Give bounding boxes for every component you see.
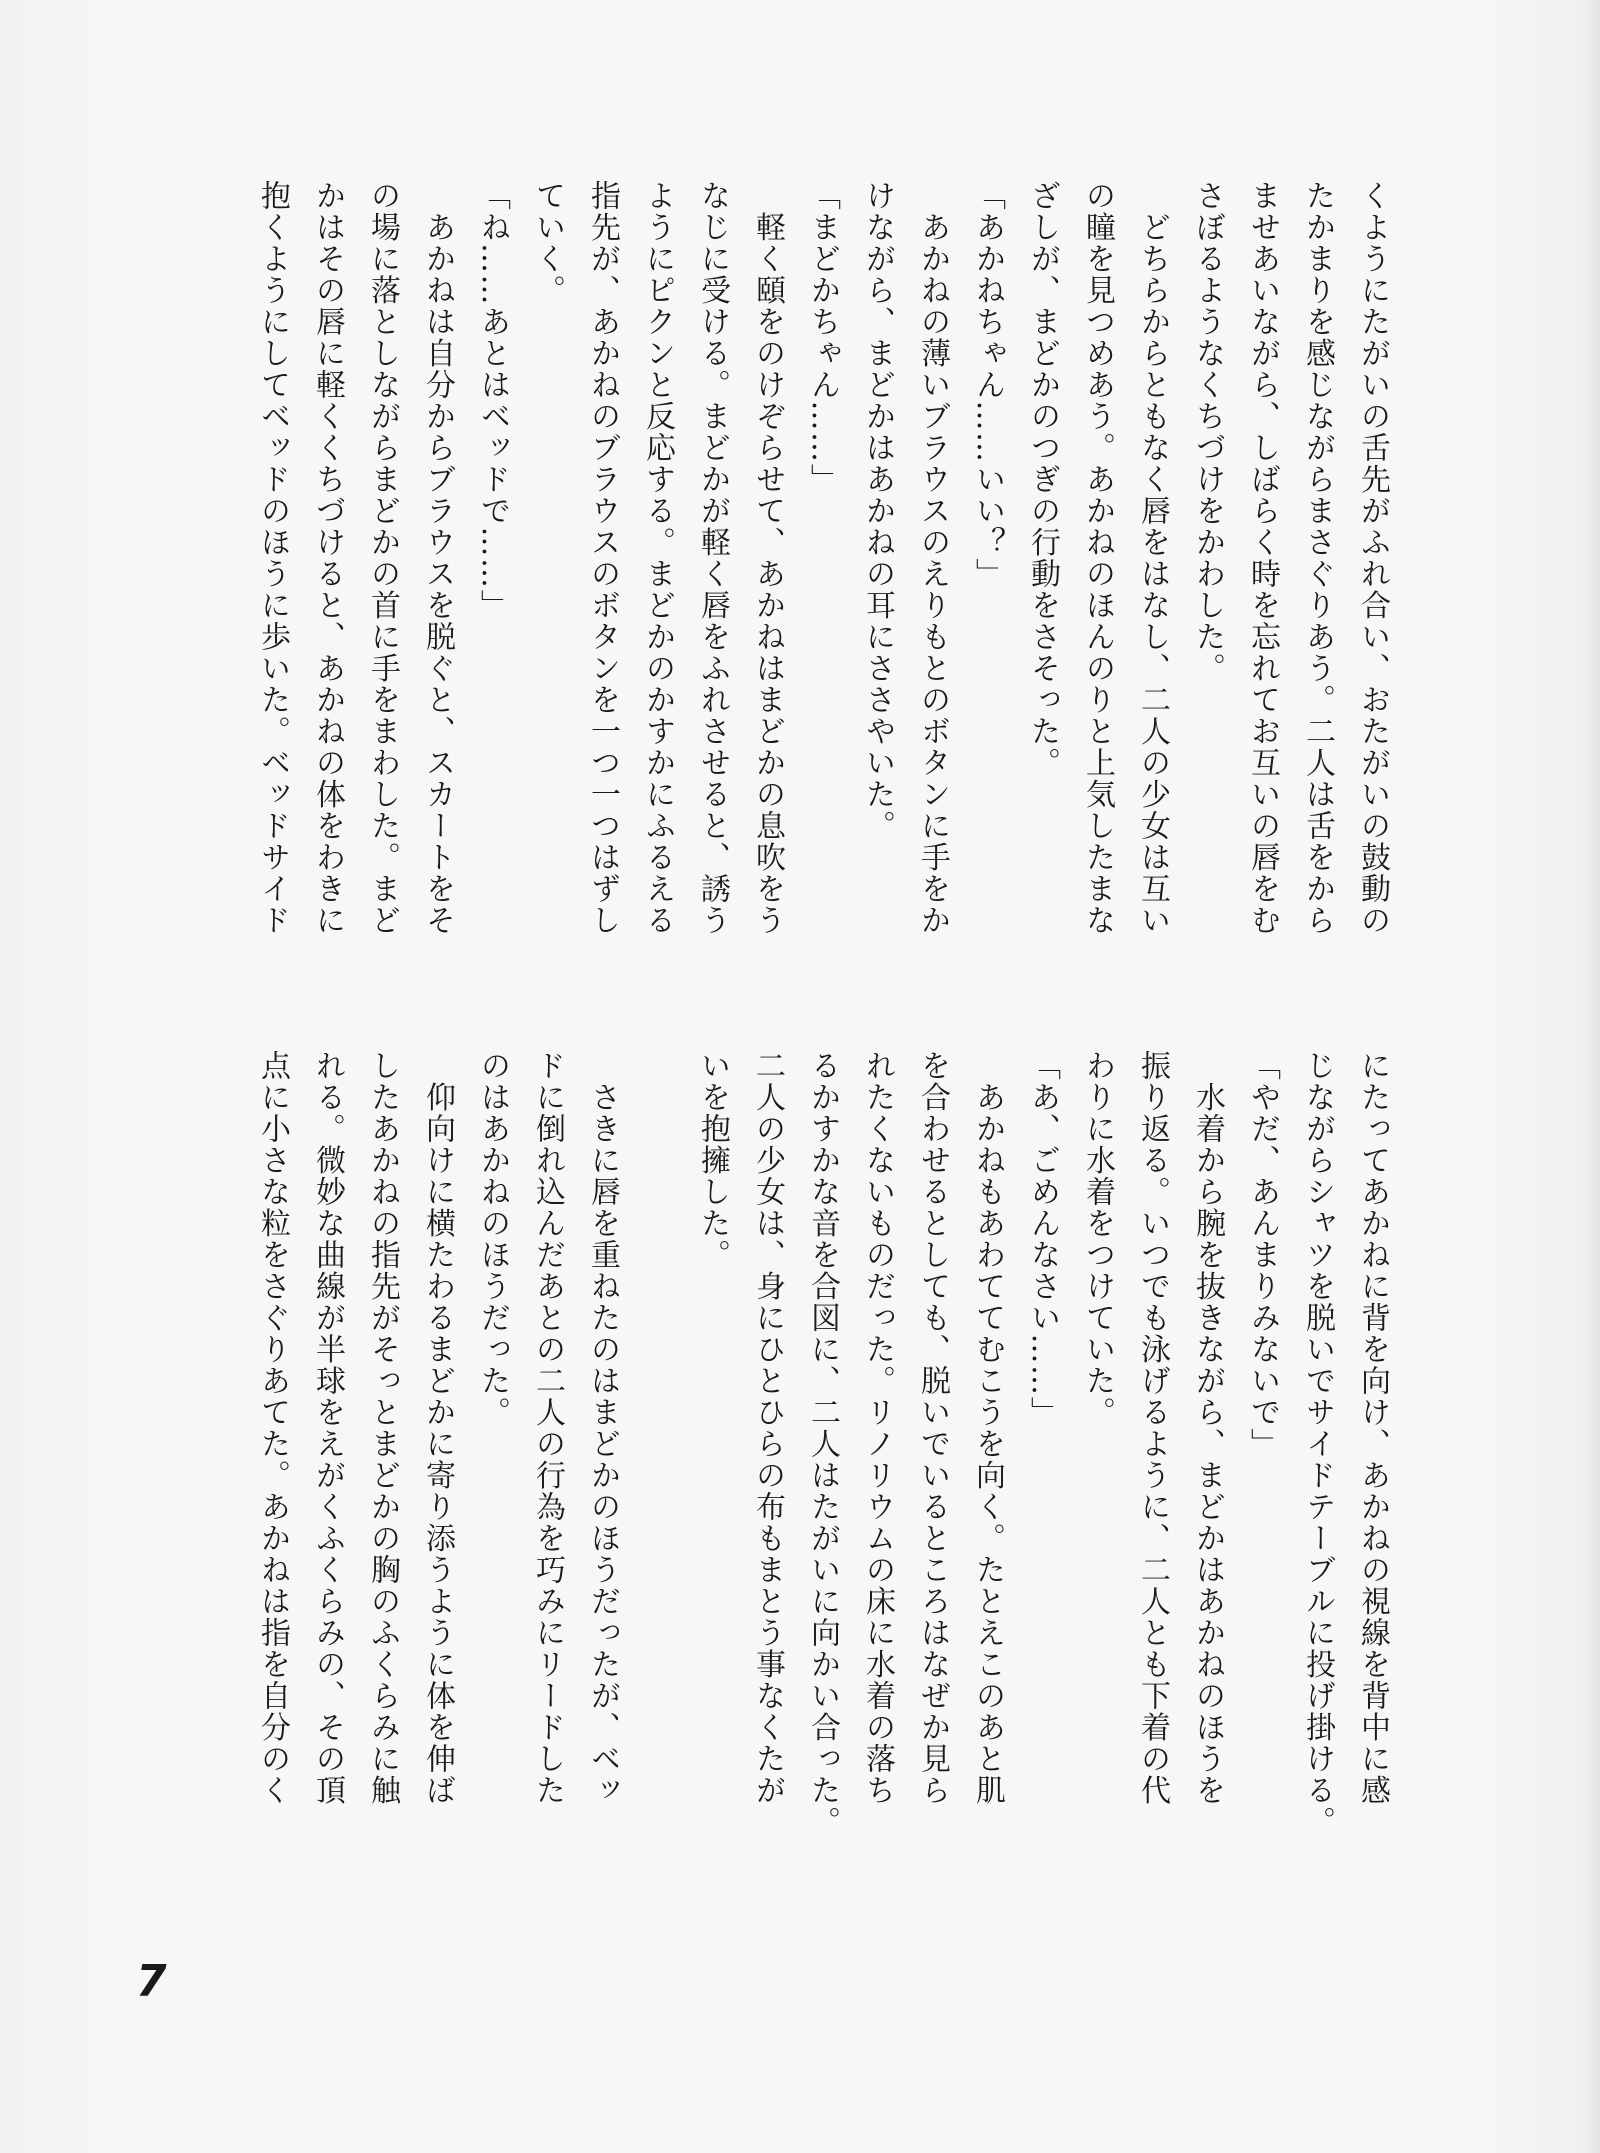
- text-line: 水着から腕を抜きながら、まどかはあかねのほうを: [1190, 1050, 1225, 1806]
- text-line: 「あ、ごめんなさい……」: [1025, 1050, 1060, 1428]
- text-line: あかねの薄いブラウスのえりもとのボタンに手をか: [915, 180, 950, 936]
- text-line: ていく。: [530, 180, 565, 306]
- text-line-blank: [630, 1050, 685, 1910]
- text-line: 軽く頤をのけぞらせて、あかねはまどかの息吹をう: [750, 180, 785, 936]
- text-line: 二人の少女は、身にひとひらの布もまとう事なくたが: [750, 1050, 785, 1806]
- text-line: るかすかな音を合図に、二人はたがいに向かい合った。: [805, 1050, 840, 1838]
- lower-text-block: [200, 1050, 1400, 1910]
- text-line: のはあかねのほうだった。: [475, 1050, 510, 1428]
- text-line: 「まどかちゃん……」: [805, 180, 840, 495]
- text-line: さぼるようなくちづけをかわした。: [1190, 180, 1225, 684]
- text-line: の瞳を見つめあう。あかねのほんのりと上気したまな: [1080, 180, 1115, 936]
- text-line: 仰向けに横たわるまどかに寄り添うように体を伸ば: [420, 1050, 455, 1806]
- text-line: かはその唇に軽くくちづけると、あかねの体をわきに: [310, 180, 345, 936]
- text-line: したあかねの指先がそっとまどかの胸のふくらみに触: [365, 1050, 400, 1806]
- text-line: ざしが、まどかのつぎの行動をさそった。: [1025, 180, 1060, 779]
- text-line: 「あかねちゃん……いい？」: [970, 180, 1005, 590]
- text-line: 点に小さな粒をさぐりあてた。あかねは指を自分のく: [255, 1050, 290, 1806]
- text-line: れる。微妙な曲線が半球をえがくふくらみの、その頂: [310, 1050, 345, 1806]
- text-line: 「ね……あとはベッドで……」: [475, 180, 510, 621]
- text-line: あかねもあわててむこうを向く。たとえこのあと肌: [970, 1050, 1005, 1806]
- text-line: たかまりを感じながらまさぐりあう。二人は舌をから: [1300, 180, 1335, 936]
- text-line: 抱くようにしてベッドのほうに歩いた。ベッドサイド: [255, 180, 290, 936]
- text-line: なじに受ける。まどかが軽く唇をふれさせると、誘う: [695, 180, 730, 936]
- text-line: ようにピクンと反応する。まどかのかすかにふるえる: [640, 180, 675, 936]
- text-line: どちらからともなく唇をはなし、二人の少女は互い: [1135, 180, 1170, 936]
- text-line: けながら、まどかはあかねの耳にささやいた。: [860, 180, 895, 842]
- text-line: いを抱擁した。: [695, 1050, 730, 1271]
- text-line: ませあいながら、しばらく時を忘れてお互いの唇をむ: [1245, 180, 1280, 936]
- text-line: にたってあかねに背を向け、あかねの視線を背中に感: [1355, 1050, 1390, 1806]
- text-line: を合わせるとしても、脱いでいるところはなぜか見ら: [915, 1050, 950, 1806]
- text-line: の場に落としながらまどかの首に手をまわした。まど: [365, 180, 400, 936]
- text-line: くようにたがいの舌先がふれ合い、おたがいの鼓動の: [1355, 180, 1390, 936]
- text-line: じながらシャツを脱いでサイドテーブルに投げ掛ける。: [1300, 1050, 1335, 1838]
- text-line: わりに水着をつけていた。: [1080, 1050, 1115, 1428]
- text-line: れたくないものだった。リノリウムの床に水着の落ち: [860, 1050, 895, 1806]
- text-line: 振り返る。いつでも泳げるように、二人とも下着の代: [1135, 1050, 1170, 1806]
- text-line: あかねは自分からブラウスを脱ぐと、スカートをそ: [420, 180, 455, 936]
- text-line: 「やだ、あんまりみないで」: [1245, 1050, 1280, 1460]
- page-edge-shadow: [1586, 0, 1600, 2153]
- upper-text-block: [200, 180, 1400, 960]
- text-line: 指先が、あかねのブラウスのボタンを一つ一つはずし: [585, 180, 620, 936]
- page-number: 7: [136, 1956, 167, 2007]
- text-line: ドに倒れ込んだあとの二人の行為を巧みにリードした: [530, 1050, 565, 1806]
- text-line: さきに唇を重ねたのはまどかのほうだったが、ベッ: [585, 1050, 620, 1806]
